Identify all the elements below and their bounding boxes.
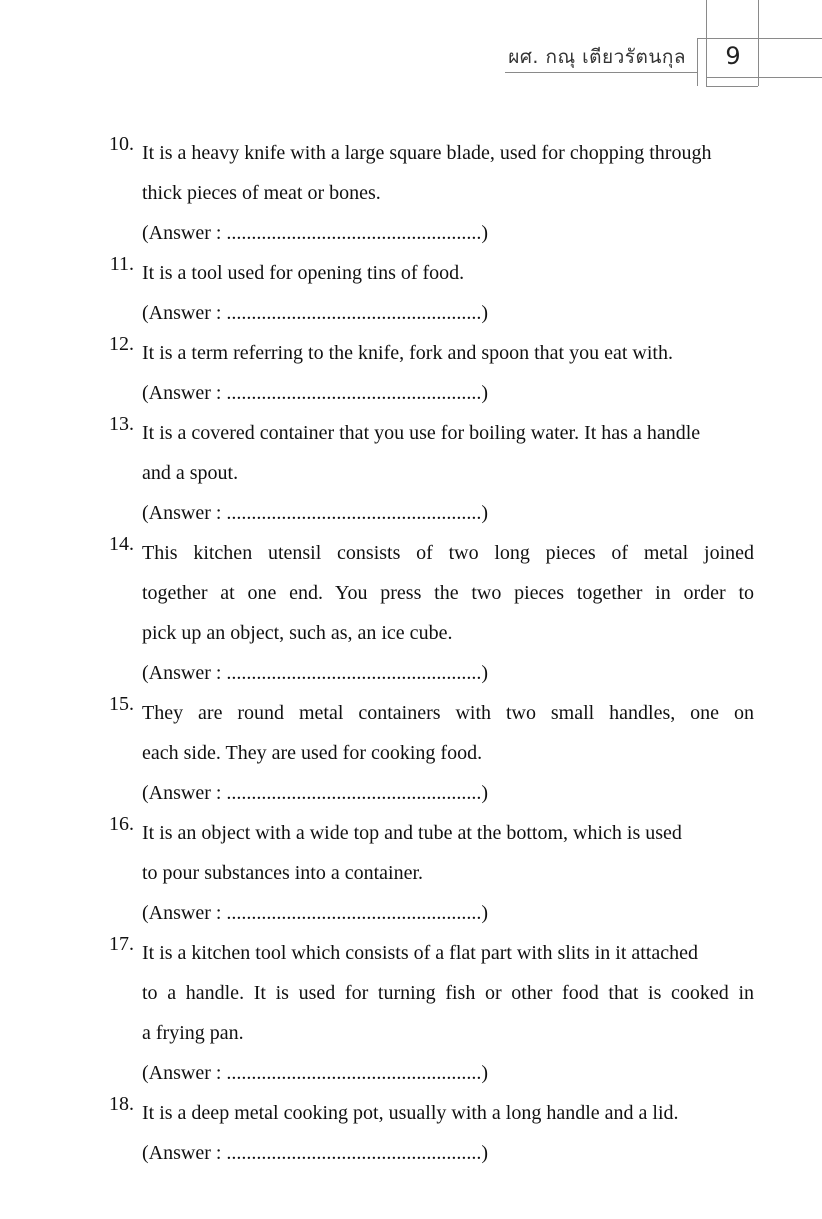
header-frame-line xyxy=(758,0,759,86)
question-item xyxy=(94,133,754,253)
header-frame-line xyxy=(697,38,698,86)
question-text-line: This kitchen utensil consists of two long pieces of metal joined xyxy=(142,542,754,564)
question-item xyxy=(94,1093,754,1173)
question-text-line: It is a heavy knife with a large square blade, used for chopping through xyxy=(142,142,712,164)
answer-blank[interactable]: (Answer : ...................................................) xyxy=(142,382,489,404)
question-text-line: It is a covered container that you use for boiling water. It has a handle xyxy=(142,422,701,444)
header-rule xyxy=(505,72,697,73)
answer-blank[interactable]: (Answer : ...................................................) xyxy=(142,502,489,524)
answer-blank[interactable]: (Answer : ...................................................) xyxy=(142,782,489,804)
answer-blank[interactable]: (Answer : ...................................................) xyxy=(142,1142,489,1164)
header-frame-line xyxy=(706,0,707,86)
question-text-line: It is a term referring to the knife, fork and spoon that you eat with. xyxy=(142,342,673,364)
question-text-line: to a handle. It is used for turning fish or other food that is cooked in xyxy=(142,982,754,1004)
question-number: 11. xyxy=(109,253,134,275)
question-text-line: It is a deep metal cooking pot, usually with a long handle and a lid. xyxy=(142,1102,679,1124)
question-text-line: pick up an object, such as, an ice cube. xyxy=(142,622,453,644)
question-number: 15. xyxy=(109,693,134,715)
answer-blank[interactable]: (Answer : ...................................................) xyxy=(142,662,489,684)
question-text-line: a frying pan. xyxy=(142,1022,244,1044)
question-item xyxy=(94,533,754,693)
header-frame-line xyxy=(706,77,822,78)
question-text-line: and a spout. xyxy=(142,462,239,484)
question-text-line: It is a kitchen tool which consists of a flat part with slits in it attached xyxy=(142,942,698,964)
question-list xyxy=(94,133,754,1173)
question-number: 16. xyxy=(109,813,134,835)
question-item xyxy=(94,813,754,933)
answer-blank[interactable]: (Answer : ...................................................) xyxy=(142,302,489,324)
question-text-line: together at one end. You press the two pieces together in order to xyxy=(142,582,754,604)
page-number: 9 xyxy=(725,42,741,70)
question-item xyxy=(94,933,754,1093)
header-frame-line xyxy=(697,38,822,39)
question-item xyxy=(94,693,754,813)
question-text-line: to pour substances into a container. xyxy=(142,862,424,884)
question-number: 10. xyxy=(109,133,134,155)
question-number: 12. xyxy=(109,333,134,355)
question-text-line: each side. They are used for cooking food. xyxy=(142,742,483,764)
question-number: 18. xyxy=(109,1093,134,1115)
header-frame-line xyxy=(706,86,758,87)
question-number: 14. xyxy=(109,533,134,555)
question-number: 17. xyxy=(109,933,134,955)
answer-blank[interactable]: (Answer : ...................................................) xyxy=(142,902,489,924)
header-author: ผศ. กณุ เตียวรัตนกุล xyxy=(508,46,686,68)
question-item xyxy=(94,413,754,533)
answer-blank[interactable]: (Answer : ...................................................) xyxy=(142,1062,489,1084)
question-text-line: They are round metal containers with two small handles, one on xyxy=(142,702,754,724)
question-text-line: It is an object with a wide top and tube at the bottom, which is used xyxy=(142,822,682,844)
question-item xyxy=(94,253,754,333)
question-item xyxy=(94,333,754,413)
question-text-line: thick pieces of meat or bones. xyxy=(142,182,381,204)
answer-blank[interactable]: (Answer : ...................................................) xyxy=(142,222,489,244)
question-text-line: It is a tool used for opening tins of food. xyxy=(142,262,465,284)
question-number: 13. xyxy=(109,413,134,435)
